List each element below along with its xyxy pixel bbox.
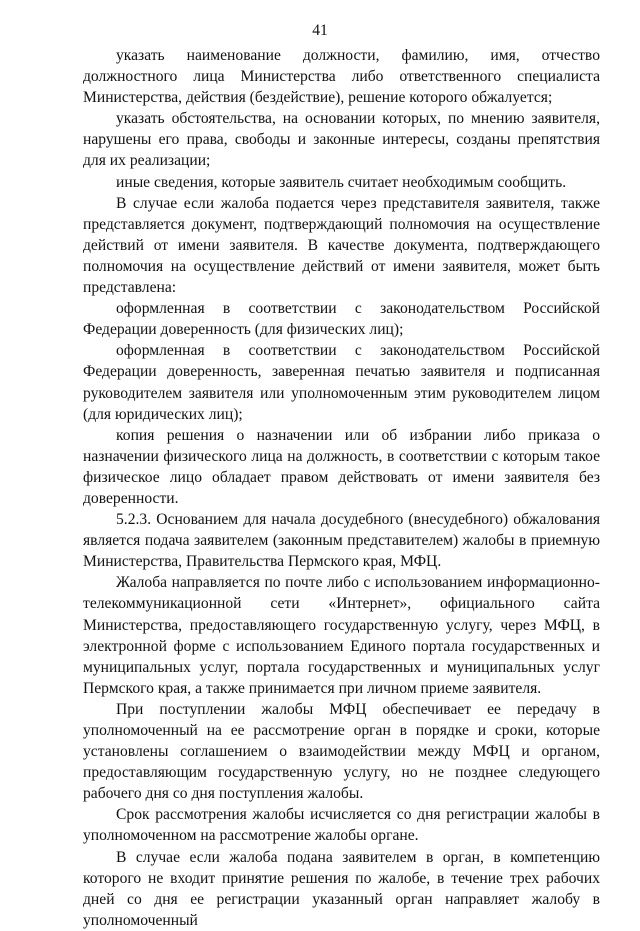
paragraph: Жалоба направляется по почте либо с использованием информационно-телекоммуникационной сети «Интернет», официального сайта Министерства, предоставляющего государственную услугу, через МФЦ, в электронной форме с использованием Единого портала государственных и муниципальных услуг, портала государственных и муниципальных услуг Пермского края, а также принимается при личном приеме заявителя. bbox=[83, 574, 600, 697]
page-number: 41 bbox=[312, 22, 328, 39]
paragraph: оформленная в соответствии с законодательством Российской Федерации доверенность (для физических лиц); bbox=[83, 300, 600, 339]
paragraph: При поступлении жалобы МФЦ обеспечивает ее передачу в уполномоченный на ее рассмотрение орган в порядке и сроки, которые установлены соглашением о взаимодействии между МФЦ и органом, предоставляющим государственную услугу, но не позднее следующего рабочего дня со дня поступления жалобы. bbox=[83, 700, 600, 803]
paragraph: В случае если жалоба подается через представителя заявителя, также представляется документ, подтверждающий полномочия на осуществление действий от имени заявителя. В качестве документа, подтверждающего полномочия на осуществление действий от имени заявителя, может быть представлена: bbox=[83, 194, 600, 297]
paragraph: Срок рассмотрения жалобы исчисляется со дня регистрации жалобы в уполномоченном на рассмотрение жалобы органе. bbox=[83, 806, 600, 845]
paragraph: 5.2.3. Основанием для начала досудебного (внесудебного) обжалования является подача заявителем (законным представителем) жалобы в приемную Министерства, Правительства Пермского края, МФЦ. bbox=[83, 511, 600, 571]
document-body bbox=[83, 45, 600, 931]
paragraph: иные сведения, которые заявитель считает необходимым сообщить. bbox=[116, 173, 567, 191]
paragraph: оформленная в соответствии с законодательством Российской Федерации доверенность, заверенная печатью заявителя и подписанная руководителем заявителя или уполномоченным этим руководителем лицом (для юридических лиц); bbox=[83, 342, 600, 423]
paragraph: копия решения о назначении или об избрании либо приказа о назначении физического лица на должность, в соответствии с которым такое физическое лицо обладает правом действовать от имени заявителя без доверенности. bbox=[83, 426, 600, 507]
paragraph: указать обстоятельства, на основании которых, по мнению заявителя, нарушены его права, свободы и законные интересы, созданы препятствия для их реализации; bbox=[83, 110, 600, 170]
paragraph: В случае если жалоба подана заявителем в орган, в компетенцию которого не входит принятие решения по жалобе, в течение трех рабочих дней со дня ее регистрации указанный орган направляет жалобу в уполномоченный bbox=[83, 848, 600, 929]
paragraph: указать наименование должности, фамилию, имя, отчество должностного лица Министерства либо ответственного специалиста Министерства, действия (бездействие), решение которого обжалуется; bbox=[83, 47, 600, 107]
